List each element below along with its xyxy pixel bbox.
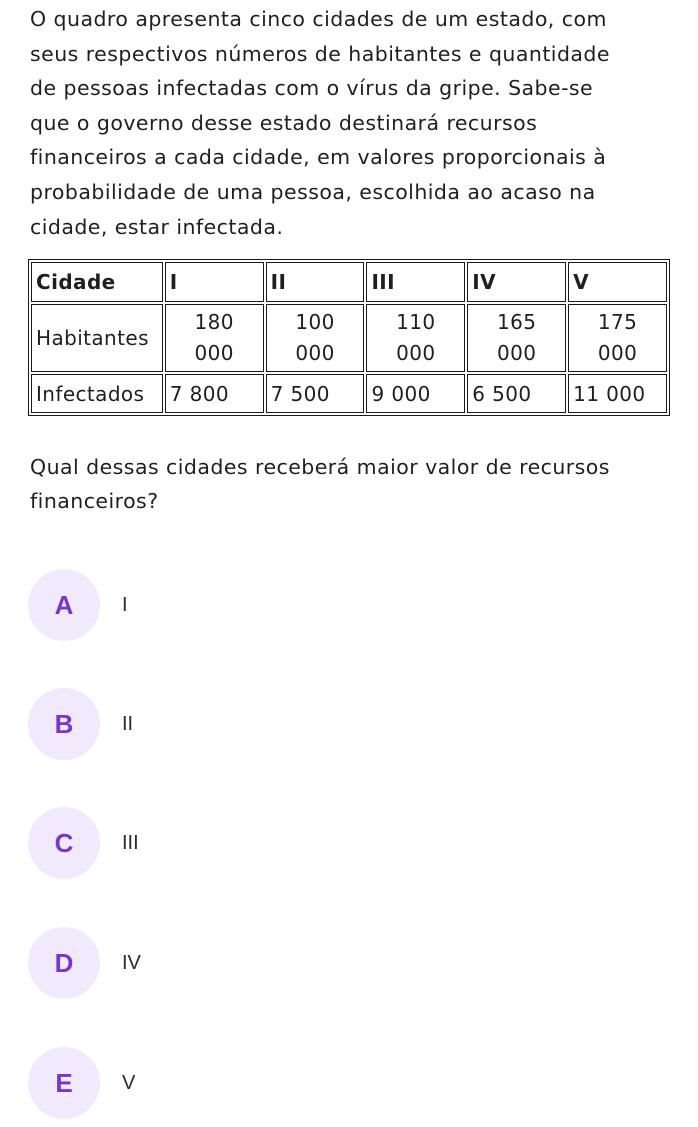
header-cell: I: [165, 262, 264, 302]
table-row-habitantes: [31, 304, 667, 372]
option-text: IV: [122, 951, 141, 974]
prompt-line: financeiros?: [30, 489, 159, 513]
infectados-cell: 6 500: [467, 374, 566, 413]
option-a[interactable]: [28, 568, 328, 642]
habitantes-cell: 175 000: [568, 304, 667, 372]
infectados-cell: 11 000: [568, 374, 667, 413]
option-e[interactable]: [28, 1046, 328, 1120]
header-cell: III: [366, 262, 465, 302]
row-label: Habitantes: [31, 304, 163, 372]
row-label: Infectados: [31, 374, 163, 413]
option-b[interactable]: [28, 687, 328, 761]
habitantes-cell: 180 000: [165, 304, 264, 372]
statement-line: que o governo desse estado destinará recursos: [30, 110, 538, 135]
option-text: I: [122, 593, 128, 616]
table-header-row: [31, 262, 667, 302]
option-d[interactable]: [28, 926, 328, 1000]
habitantes-cell: 110 000: [366, 304, 465, 372]
option-c[interactable]: [28, 806, 328, 880]
habitantes-cell: 165 000: [467, 304, 566, 372]
infectados-cell: 9 000: [366, 374, 465, 413]
statement-line: O quadro apresenta cinco cidades de um estado, com: [30, 7, 607, 31]
option-text: II: [122, 712, 134, 735]
question-prompt: [30, 450, 670, 518]
option-text: V: [122, 1071, 136, 1094]
header-cell: Cidade: [31, 262, 163, 302]
header-cell: IV: [467, 262, 566, 302]
data-table-container: [28, 259, 670, 416]
statement-line: probabilidade de uma pessoa, escolhida ao acaso na: [30, 179, 596, 204]
question-statement: [30, 2, 675, 244]
statement-line: seus respectivos números de habitantes e quantidade: [30, 41, 610, 66]
option-letter-badge: C: [28, 807, 100, 879]
infectados-cell: 7 800: [165, 374, 264, 413]
option-letter-badge: E: [28, 1047, 100, 1119]
statement-line: de pessoas infectadas com o vírus da gripe. Sabe-se: [30, 76, 594, 101]
prompt-line: Qual dessas cidades receberá maior valor de recursos: [30, 455, 610, 479]
statement-line: cidade, estar infectada.: [30, 214, 284, 239]
city-data-table: [28, 259, 670, 416]
option-letter-badge: A: [28, 569, 100, 641]
infectados-cell: 7 500: [266, 374, 365, 413]
option-letter-badge: D: [28, 927, 100, 999]
option-text: III: [122, 831, 139, 854]
table-row-infectados: [31, 374, 667, 413]
statement-line: financeiros a cada cidade, em valores proporcionais à: [30, 145, 607, 170]
header-cell: V: [568, 262, 667, 302]
header-cell: II: [266, 262, 365, 302]
habitantes-cell: 100 000: [266, 304, 365, 372]
option-letter-badge: B: [28, 688, 100, 760]
